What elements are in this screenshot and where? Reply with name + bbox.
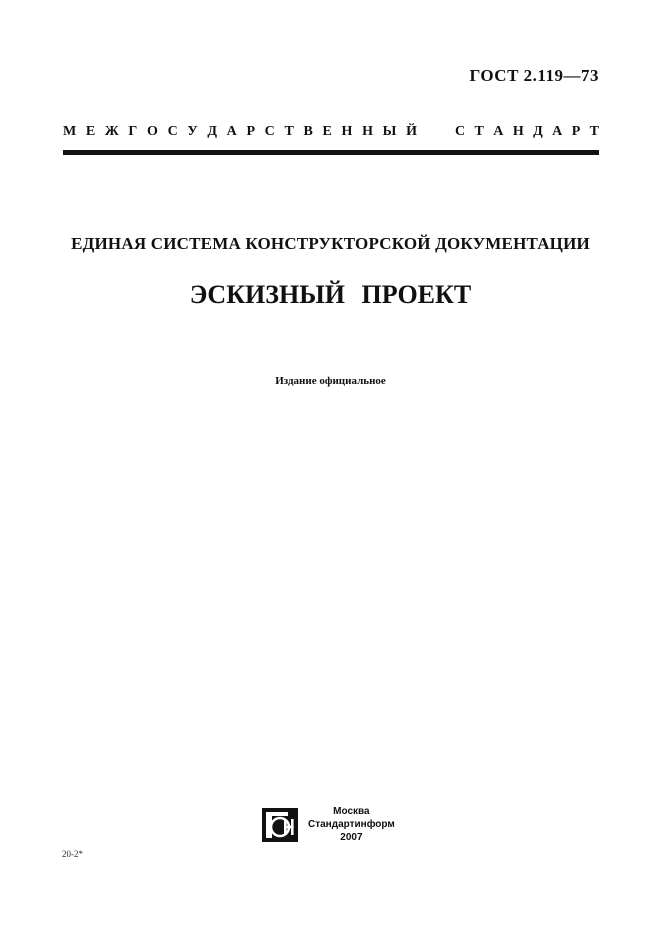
banner-letter: Г [128, 124, 138, 139]
banner-letter: Е [322, 124, 332, 139]
banner-letter: Н [512, 124, 524, 139]
banner-letter: Д [533, 124, 543, 139]
gost-number: ГОСТ 2.119—73 [469, 66, 599, 85]
banner-letter: Т [474, 124, 484, 139]
banner-letter: О [147, 124, 158, 139]
system-title: ЕДИНАЯ СИСТЕМА КОНСТРУКТОРСКОЙ ДОКУМЕНТАЦИИ [71, 234, 590, 253]
publisher-year: 2007 [340, 832, 363, 843]
banner-letter: Т [589, 124, 599, 139]
publisher-name: Стандартинформ [308, 819, 395, 830]
standartinform-logo-icon [262, 808, 298, 842]
banner-letter: В [303, 124, 313, 139]
publisher-text [308, 805, 395, 844]
banner-letter: Д [207, 124, 217, 139]
banner-letter: Е [85, 124, 96, 139]
banner-letter: А [493, 124, 504, 139]
banner-letter: А [226, 124, 237, 139]
interstate-standard-banner [63, 124, 599, 140]
banner-word-standard [455, 124, 599, 140]
banner-letter: Р [246, 124, 255, 139]
banner-letter: Т [284, 124, 294, 139]
publisher-block [262, 805, 395, 844]
banner-letter: С [167, 124, 178, 139]
header-rule [63, 150, 599, 155]
banner-letter: Ы [382, 124, 397, 139]
document-title: ЭСКИЗНЫЙ ПРОЕКТ [189, 280, 472, 309]
banner-letter: С [264, 124, 275, 139]
banner-letter: С [455, 124, 466, 139]
print-code: 20-2* [62, 849, 83, 859]
banner-letter: Ж [104, 124, 119, 139]
banner-letter: Н [341, 124, 353, 139]
banner-letter: А [552, 124, 563, 139]
banner-letter: Н [362, 124, 373, 139]
banner-letter: Р [571, 124, 581, 139]
edition-note: Издание официальное [275, 375, 386, 387]
banner-letter: Й [406, 124, 417, 139]
publisher-city: Москва [333, 806, 370, 817]
banner-word-interstate [63, 124, 417, 140]
banner-letter: М [63, 124, 77, 139]
banner-letter: У [187, 124, 198, 139]
